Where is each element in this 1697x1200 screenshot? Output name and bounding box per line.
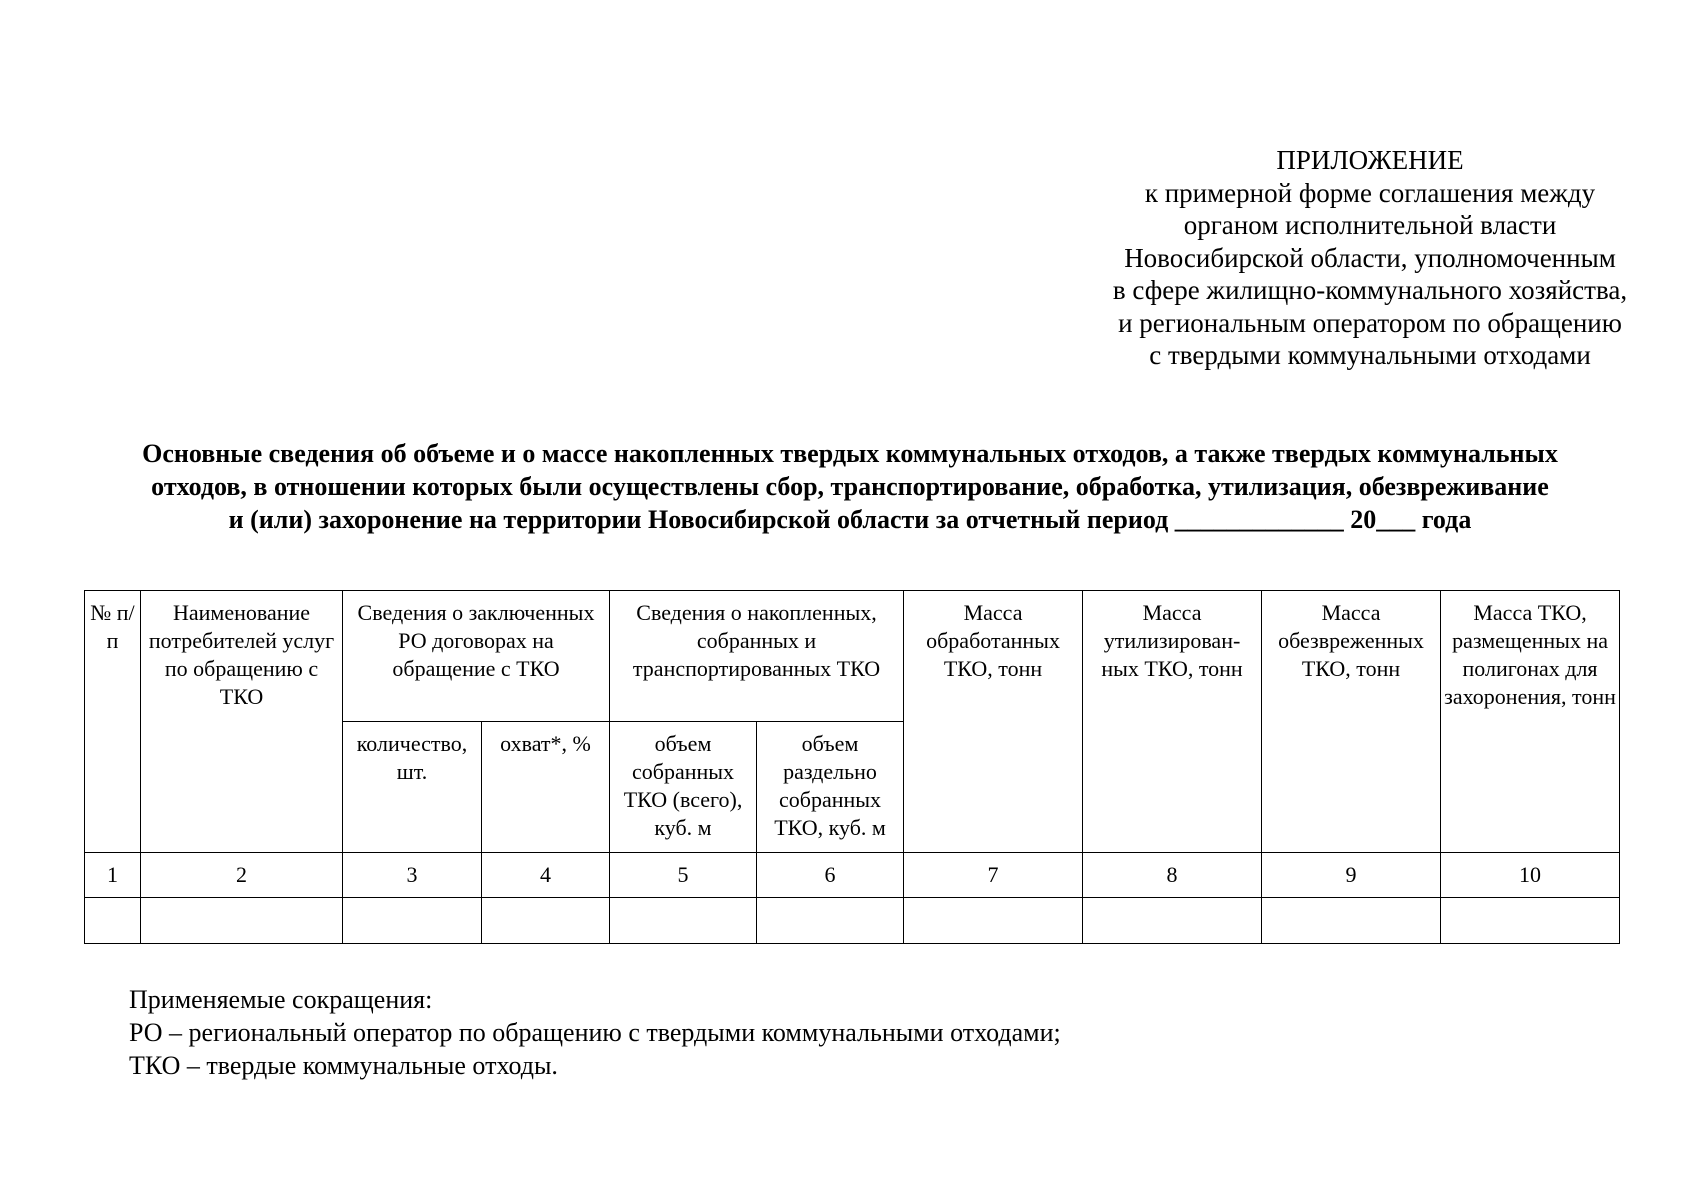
column-number: 3	[343, 853, 482, 898]
column-number: 2	[141, 853, 343, 898]
header-processed: Масса обработанных ТКО, тонн	[904, 591, 1083, 853]
column-number: 7	[904, 853, 1083, 898]
header-consumers: Наименование потребителей услуг по обращению с ТКО	[141, 591, 343, 853]
column-number: 5	[610, 853, 757, 898]
table-row	[85, 898, 1620, 944]
abbreviation-item: ТКО – твердые коммунальные отходы.	[129, 1051, 558, 1080]
empty-cell	[85, 898, 141, 944]
title-line: отходов, в отношении которых были осуществлены сбор, транспортирование, обработка, утилизация, обезвреживание	[151, 472, 1549, 501]
abbreviation-item: РО – региональный оператор по обращению с твердыми коммунальными отходами;	[129, 1018, 1061, 1047]
empty-cell	[1441, 898, 1620, 944]
header-neutralized: Масса обезвреженных ТКО, тонн	[1262, 591, 1441, 853]
header-contracts-coverage: охват*, %	[482, 722, 610, 853]
header-accumulated-separate: объем раздельно собранных ТКО, куб. м	[757, 722, 904, 853]
header-contracts-count: количество, шт.	[343, 722, 482, 853]
header-landfilled: Масса ТКО, размещенных на полигонах для захоронения, тонн	[1441, 591, 1620, 853]
empty-cell	[610, 898, 757, 944]
abbreviations-heading: Применяемые сокращения:	[129, 985, 433, 1014]
table-header-row	[85, 591, 1620, 722]
appendix-line: с твердыми коммунальными отходами	[1149, 340, 1591, 370]
header-contracts: Сведения о заключенных РО договорах на обращение с ТКО	[343, 591, 610, 722]
header-accumulated: Сведения о накопленных, собранных и транспортированных ТКО	[610, 591, 904, 722]
document-title	[60, 437, 1640, 536]
empty-cell	[343, 898, 482, 944]
title-line: Основные сведения об объеме и о массе накопленных твердых коммунальных отходов, а также твердых коммунальных	[142, 439, 1558, 468]
appendix-line: Новосибирской области, уполномоченным	[1124, 242, 1616, 273]
column-number: 1	[85, 853, 141, 898]
report-table	[84, 590, 1620, 944]
empty-cell	[904, 898, 1083, 944]
column-number: 9	[1262, 853, 1441, 898]
appendix-line: к примерной форме соглашения между	[1144, 177, 1596, 208]
abbreviations-block	[129, 983, 1061, 1082]
column-number-row	[85, 853, 1620, 898]
empty-cell	[757, 898, 904, 944]
header-utilized: Масса утилизирован-ных ТКО, тонн	[1083, 591, 1262, 853]
column-number: 10	[1441, 853, 1620, 898]
header-accumulated-total: объем собранных ТКО (всего), куб. м	[610, 722, 757, 853]
appendix-line: в сфере жилищно-коммунального хозяйства,	[1112, 275, 1628, 305]
empty-cell	[141, 898, 343, 944]
appendix-heading: ПРИЛОЖЕНИЕ	[1276, 145, 1464, 175]
header-num: № п/п	[85, 591, 141, 853]
column-number: 8	[1083, 853, 1262, 898]
appendix-line: органом исполнительной власти	[1183, 210, 1557, 240]
column-number: 4	[482, 853, 610, 898]
empty-cell	[482, 898, 610, 944]
empty-cell	[1262, 898, 1441, 944]
appendix-block	[1080, 144, 1660, 372]
title-line: и (или) захоронение на территории Новосибирской области за отчетный период _____________ 20___ года	[228, 505, 1472, 534]
empty-cell	[1083, 898, 1262, 944]
column-number: 6	[757, 853, 904, 898]
appendix-line: и региональным оператором по обращению	[1118, 307, 1622, 338]
